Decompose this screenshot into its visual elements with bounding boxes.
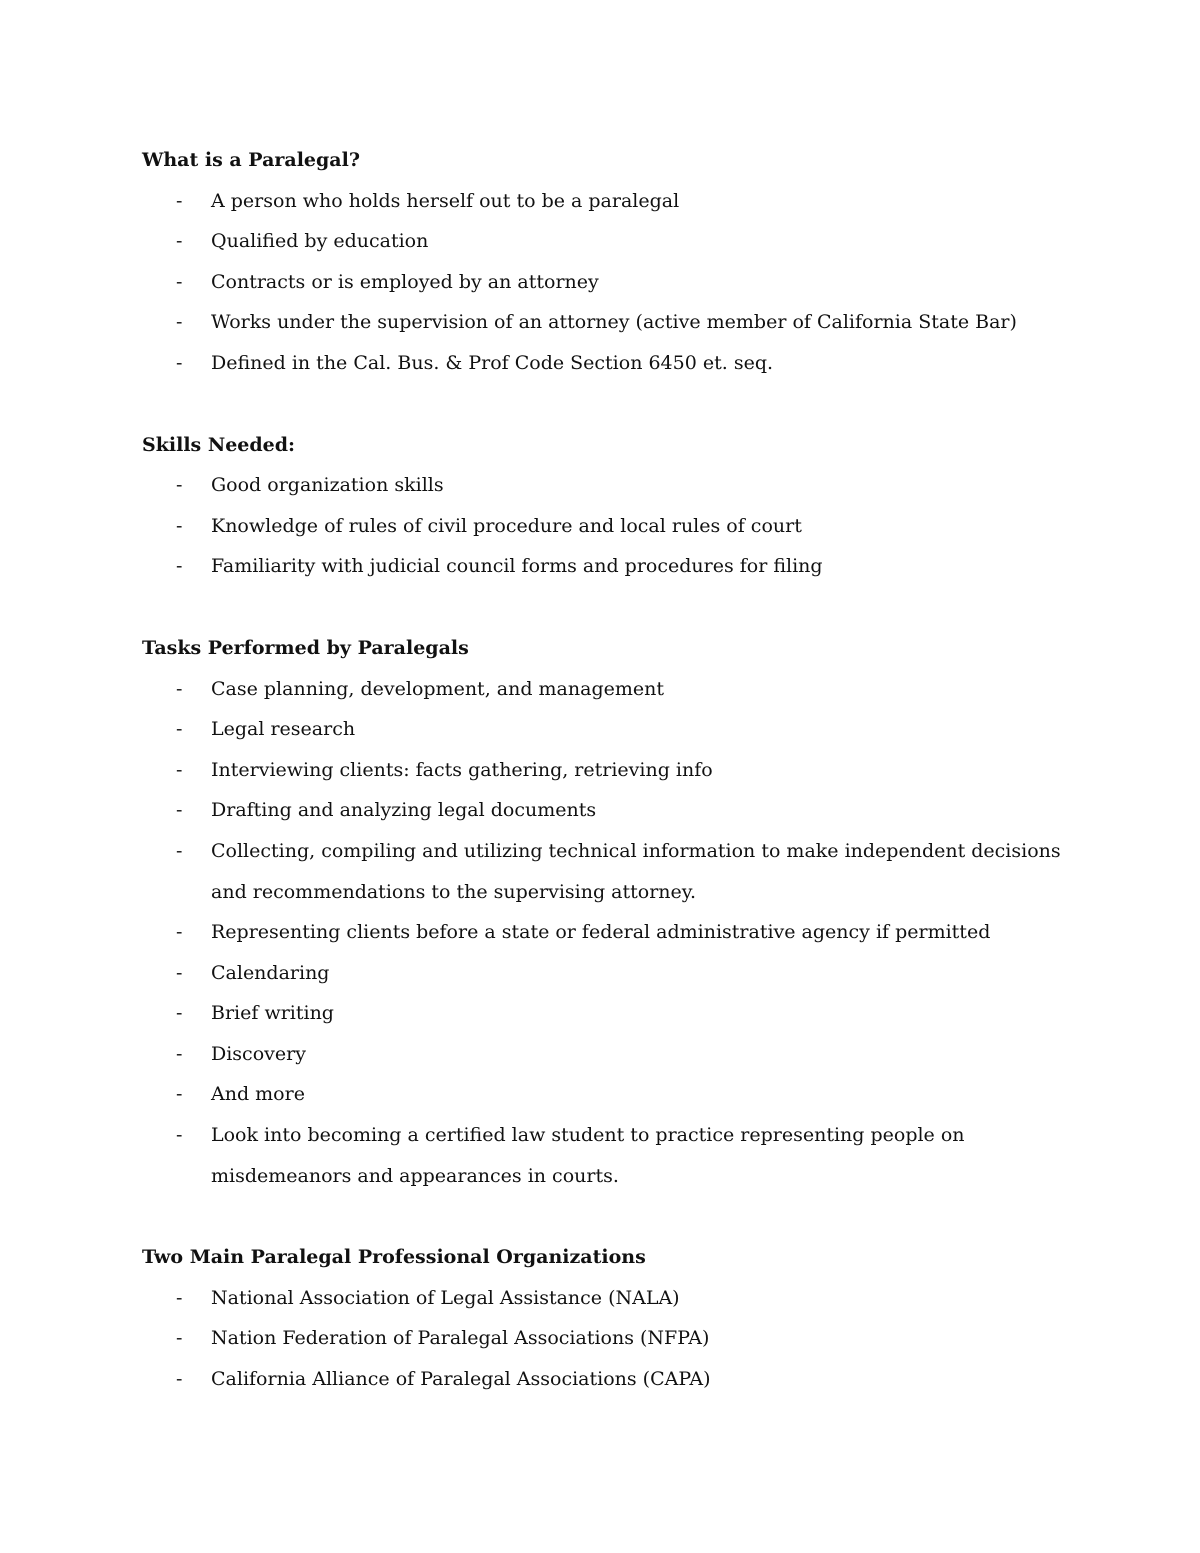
list-item	[142, 302, 1082, 343]
list-item-text: California Alliance of Paralegal Associations (CAPA)	[211, 1368, 711, 1391]
list-item	[142, 1278, 1082, 1319]
bullet-dash: -	[176, 839, 183, 862]
bullet-dash: -	[176, 1286, 183, 1309]
section-heading: Skills Needed:	[142, 433, 296, 456]
list-item	[142, 1115, 1082, 1196]
list-item-text: Drafting and analyzing legal documents	[211, 799, 597, 822]
list-item	[142, 993, 1082, 1034]
bullet-dash: -	[176, 351, 183, 374]
list-item	[142, 1074, 1082, 1115]
list-item	[142, 912, 1082, 953]
bullet-dash: -	[176, 311, 183, 334]
list-item-text: Good organization skills	[211, 474, 444, 497]
list-item	[142, 506, 1082, 547]
list-item-text: Qualified by education	[211, 230, 429, 253]
bullet-dash: -	[176, 230, 183, 253]
section-what-is-a-paralegal	[142, 140, 1082, 384]
list-item-text: Knowledge of rules of civil procedure and local rules of court	[211, 514, 802, 537]
list-item	[142, 343, 1082, 384]
document-body	[142, 140, 1082, 1400]
list-item-text: Interviewing clients: facts gathering, retrieving info	[211, 758, 713, 781]
list-item	[142, 1359, 1082, 1400]
bullet-dash: -	[176, 474, 183, 497]
list-item	[142, 465, 1082, 506]
bullet-dash: -	[176, 799, 183, 822]
list-item	[142, 750, 1082, 791]
list-item	[142, 790, 1082, 831]
section-heading: Two Main Paralegal Professional Organizations	[142, 1246, 646, 1269]
list-item-text: Representing clients before a state or federal administrative agency if permitted	[211, 921, 991, 944]
bullet-dash: -	[176, 1083, 183, 1106]
list-item	[142, 221, 1082, 262]
list-item-text: Works under the supervision of an attorney (active member of California State Bar)	[211, 311, 1017, 334]
bullet-list	[142, 181, 1082, 384]
bullet-dash: -	[176, 758, 183, 781]
list-item-text: Brief writing	[211, 1002, 334, 1025]
section-skills-needed	[142, 425, 1082, 587]
list-item	[142, 1034, 1082, 1075]
list-item	[142, 262, 1082, 303]
bullet-dash: -	[176, 1002, 183, 1025]
section-heading: Tasks Performed by Paralegals	[142, 636, 469, 659]
list-item-text: Defined in the Cal. Bus. & Prof Code Section 6450 et. seq.	[211, 351, 774, 374]
list-item-text: Collecting, compiling and utilizing technical information to make independent decisions and recommendations to the supervising attorney.	[211, 839, 1061, 903]
list-item	[142, 181, 1082, 222]
list-item-text: Contracts or is employed by an attorney	[211, 270, 599, 293]
list-item-text: Familiarity with judicial council forms and procedures for filing	[211, 555, 823, 578]
bullet-dash: -	[176, 961, 183, 984]
bullet-dash: -	[176, 718, 183, 741]
list-item	[142, 546, 1082, 587]
bullet-dash: -	[176, 514, 183, 537]
bullet-dash: -	[176, 189, 183, 212]
list-item	[142, 709, 1082, 750]
bullet-list	[142, 465, 1082, 587]
list-item-text: Nation Federation of Paralegal Associations (NFPA)	[211, 1327, 710, 1350]
bullet-dash: -	[176, 1327, 183, 1350]
bullet-dash: -	[176, 1042, 183, 1065]
bullet-dash: -	[176, 555, 183, 578]
bullet-list	[142, 669, 1082, 1197]
list-item	[142, 1318, 1082, 1359]
list-item-text: A person who holds herself out to be a paralegal	[211, 189, 680, 212]
section-tasks-performed	[142, 628, 1082, 1196]
bullet-dash: -	[176, 1124, 183, 1147]
bullet-dash: -	[176, 270, 183, 293]
section-professional-organizations	[142, 1237, 1082, 1399]
list-item-text: And more	[211, 1083, 305, 1106]
bullet-dash: -	[176, 1368, 183, 1391]
list-item	[142, 953, 1082, 994]
list-item	[142, 669, 1082, 710]
list-item-text: Discovery	[211, 1042, 306, 1065]
list-item-text: Case planning, development, and management	[211, 677, 664, 700]
list-item-text: Look into becoming a certified law student to practice representing people on misdemeanors and appearances in courts.	[211, 1124, 965, 1187]
list-item-text: Calendaring	[211, 961, 330, 984]
list-item-text: National Association of Legal Assistance (NALA)	[211, 1286, 680, 1309]
bullet-list	[142, 1278, 1082, 1400]
list-item-text: Legal research	[211, 718, 356, 741]
list-item	[142, 831, 1082, 912]
bullet-dash: -	[176, 677, 183, 700]
section-heading: What is a Paralegal?	[142, 149, 360, 171]
bullet-dash: -	[176, 921, 183, 944]
